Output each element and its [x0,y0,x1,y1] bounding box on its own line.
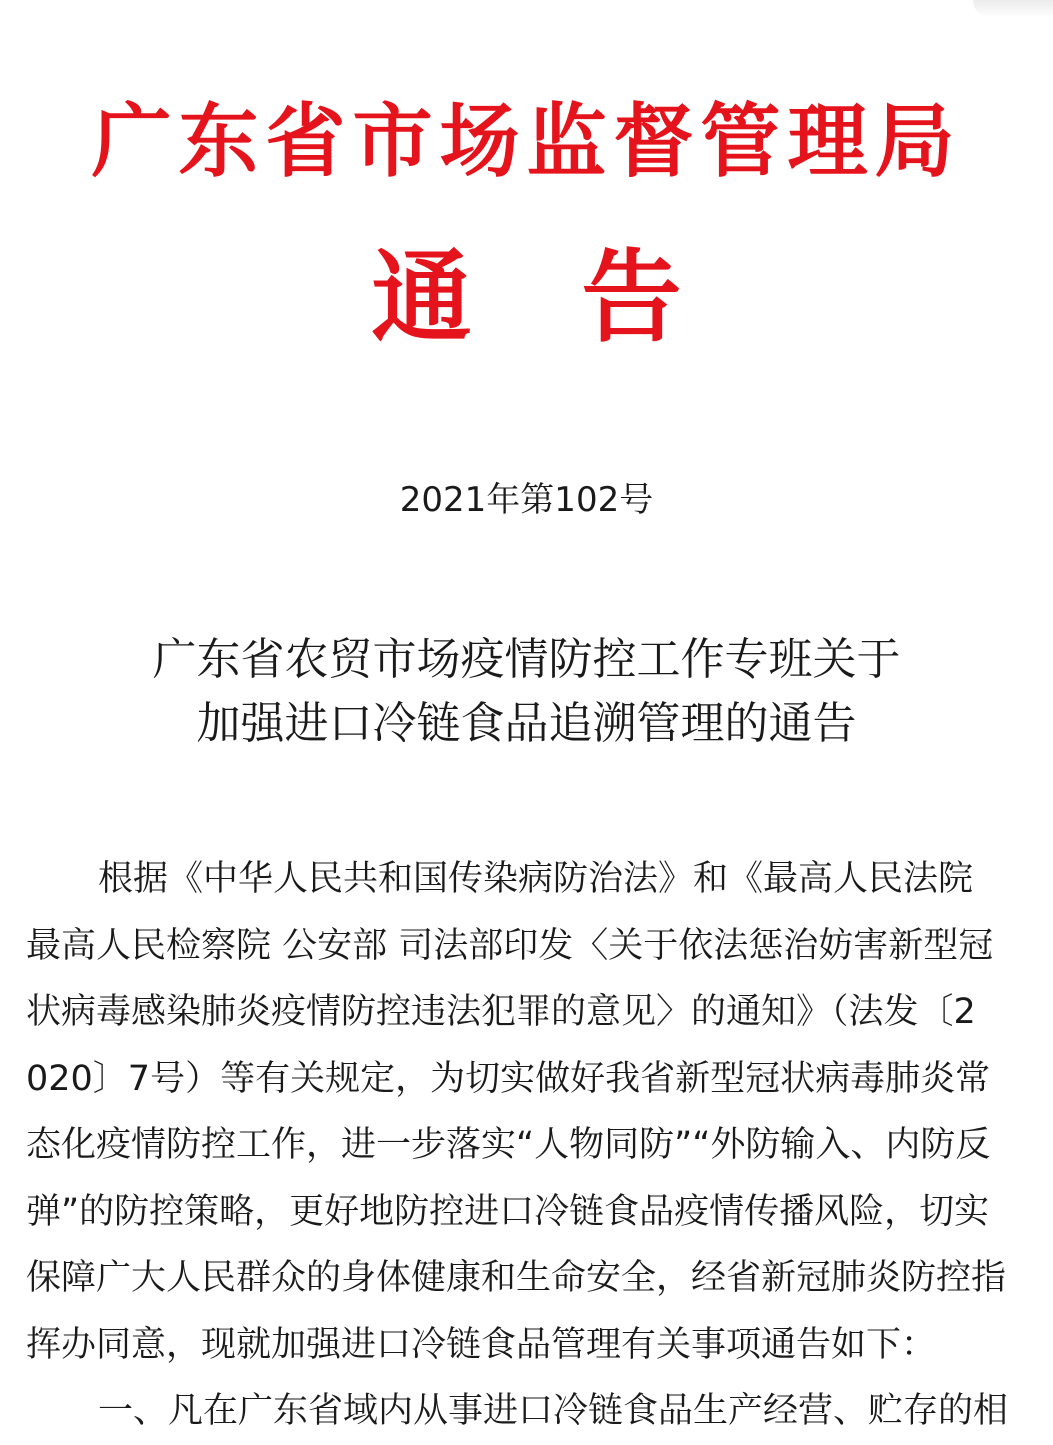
headline-line-2: 加强进口冷链食品追溯管理的通告 [196,698,857,749]
agency-title: 广东省市场监督管理局 [91,95,962,188]
headline-line-1: 广东省农贸市场疫情防控工作专班关于 [152,634,901,685]
body-line: 挥办同意，现就加强进口冷链食品管理有关事项通告如下： [26,1324,937,1365]
body-line: 状病毒感染肺炎疫情防控违法犯罪的意见〉的通知》（法发〔2 [26,992,976,1032]
body-line: 一、凡在广东省域内从事进口冷链食品生产经营、贮存的相 [98,1391,1009,1431]
headline [0,628,1053,756]
body-line: 弹”的防控策略，更好地防控进口冷链食品疫情传播风险，切实 [26,1191,990,1232]
body-line: 020〕7号）等有关规定，为切实做好我省新型冠状病毒肺炎常 [26,1058,991,1099]
body-line: 态化疫情防控工作，进一步落实“人物同防”“外防输入、内防反 [26,1125,991,1165]
body-line: 保障广大人民群众的身体健康和生命安全，经省新冠肺炎防控指 [26,1258,1007,1298]
notice-title-right: 告 [581,239,682,356]
body-line: 最高人民检察院 公安部 司法部印发〈关于依法惩治妨害新型冠 [26,925,994,966]
document-number: 2021年第102号 [399,480,654,520]
body-text [26,846,1046,1445]
body-line: 根据《中华人民共和国传染病防治法》和《最高人民法院 [98,859,974,899]
notice-title-left: 通 [371,239,472,356]
notice-title [0,238,1053,358]
top-edge-shadow [973,0,1053,18]
